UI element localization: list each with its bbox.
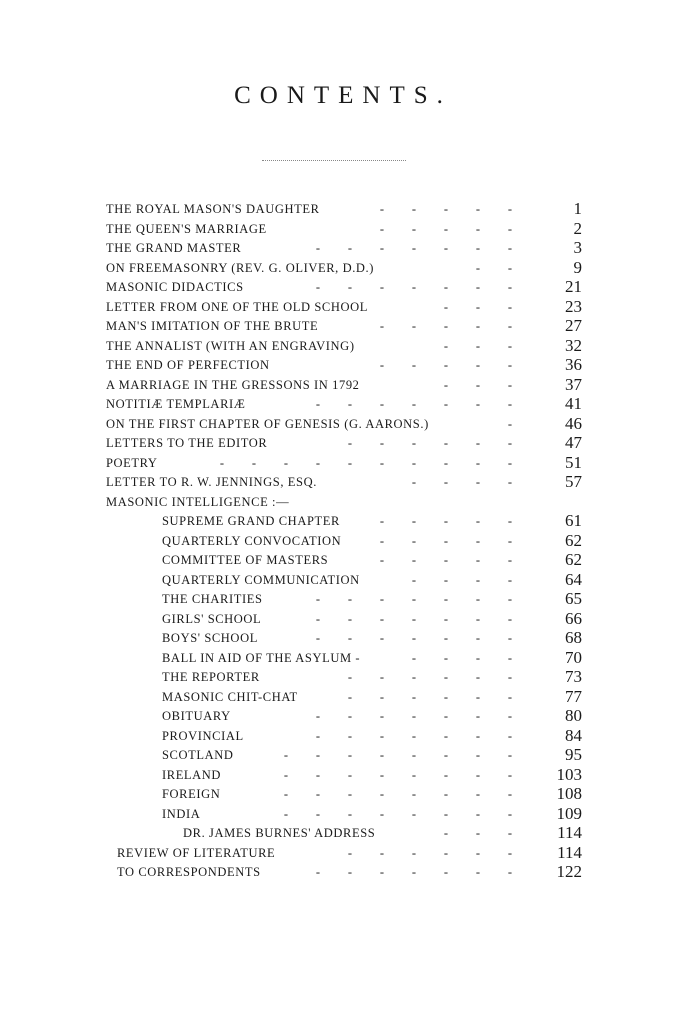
toc-leader: - - - - - - xyxy=(347,845,513,860)
toc-entry xyxy=(0,805,686,825)
toc-entry xyxy=(0,337,686,357)
toc-entry-title: GIRLS' SCHOOL xyxy=(162,611,262,626)
toc-leader: - - - xyxy=(443,299,513,314)
toc-entry-title: LETTERS TO THE EDITOR xyxy=(106,436,268,450)
toc-leader: - - - - - xyxy=(379,202,513,216)
toc-leader: - - - - - - - xyxy=(315,592,513,606)
toc-entry-page: 66 xyxy=(565,608,582,628)
toc-leader: - - - - - xyxy=(379,553,513,567)
toc-entry-title: LETTER FROM ONE OF THE OLD SCHOOL xyxy=(106,299,368,314)
toc-leader: - - - - - xyxy=(379,514,513,528)
toc-entry xyxy=(0,746,686,766)
toc-leader: - - - - - - - xyxy=(315,865,513,879)
toc-entry-page: 47 xyxy=(565,433,582,452)
toc-leader: - - - - - - xyxy=(347,689,513,704)
toc-entry xyxy=(0,356,686,376)
toc-leader: - - - - - - - xyxy=(315,611,513,626)
toc-entry xyxy=(0,707,686,727)
toc-entry-title: TO CORRESPONDENTS xyxy=(117,865,261,879)
toc-entry xyxy=(0,278,686,298)
toc-entry xyxy=(0,454,686,474)
toc-leader: - - - - - - - - - - xyxy=(219,455,513,470)
toc-entry-page: 9 xyxy=(573,257,582,277)
toc-entry-page: 73 xyxy=(565,667,582,686)
toc-leader: - - - - - xyxy=(379,221,513,236)
toc-entry xyxy=(0,610,686,630)
toc-entry-page: 65 xyxy=(565,589,582,608)
toc-entry-title: QUARTERLY COMMUNICATION xyxy=(162,572,360,587)
toc-entry xyxy=(0,571,686,591)
toc-entry-page: 122 xyxy=(556,862,582,881)
toc-entry-title: ON THE FIRST CHAPTER OF GENESIS (G. AARONS.) xyxy=(106,416,429,431)
toc-leader: - - - xyxy=(443,377,513,392)
toc-entry-title: COMMITTEE OF MASTERS xyxy=(162,553,329,567)
toc-entry-page: 32 xyxy=(565,335,582,355)
toc-leader: - - - - - - - xyxy=(315,728,513,743)
toc-entry xyxy=(0,220,686,240)
toc-entry-page: 114 xyxy=(557,823,582,842)
toc-entry xyxy=(0,766,686,786)
toc-entry-title: THE GRAND MASTER xyxy=(106,241,242,255)
toc-leader: - - - - - - - xyxy=(315,709,513,723)
toc-leader: - - - - - - - xyxy=(315,280,513,294)
toc-entry-title: THE QUEEN'S MARRIAGE xyxy=(106,221,267,236)
toc-entry-title: NOTITIÆ TEMPLARIÆ xyxy=(106,397,246,411)
toc-entry xyxy=(0,863,686,883)
toc-entry-title: THE REPORTER xyxy=(162,670,260,684)
toc-entry-page: 3 xyxy=(573,238,582,257)
toc-entry-page: 1 xyxy=(573,199,582,218)
toc-entry-page: 57 xyxy=(565,472,582,491)
toc-entry-title: DR. JAMES BURNES' ADDRESS xyxy=(183,826,376,840)
toc-entry xyxy=(0,668,686,688)
toc-entry-page: 46 xyxy=(565,413,582,433)
toc-entry-title: MASONIC DIDACTICS xyxy=(106,280,244,294)
toc-entry xyxy=(0,824,686,844)
toc-entry xyxy=(0,434,686,454)
toc-entry-page: 62 xyxy=(565,530,582,550)
toc-entry-title: THE END OF PERFECTION xyxy=(106,358,270,372)
toc-entry-title: PROVINCIAL xyxy=(162,728,244,743)
toc-leader: - - xyxy=(475,260,513,275)
toc-leader: - - - - xyxy=(411,650,513,665)
toc-leader: - - - - xyxy=(411,475,513,489)
toc-entry-page: 51 xyxy=(565,452,582,472)
toc-entry-page: 103 xyxy=(556,764,582,784)
toc-entry xyxy=(0,259,686,279)
toc-entry-title: MAN'S IMITATION OF THE BRUTE xyxy=(106,319,319,333)
toc-entry xyxy=(0,298,686,318)
toc-entry-page: 64 xyxy=(565,569,582,589)
toc-entry-title: ON FREEMASONRY (REV. G. OLIVER, D.D.) xyxy=(106,260,375,275)
toc-leader: - - - - - - - xyxy=(315,241,513,255)
toc-entry xyxy=(0,395,686,415)
toc-entry-title: THE ROYAL MASON'S DAUGHTER xyxy=(106,202,320,216)
toc-entry-page: 62 xyxy=(565,550,582,569)
toc-entry xyxy=(0,629,686,649)
toc-entry-page: 80 xyxy=(565,706,582,725)
toc-entry xyxy=(0,532,686,552)
toc-leader: - - - - - - - - xyxy=(283,787,513,801)
toc-entry-page: 61 xyxy=(565,511,582,530)
toc-entry xyxy=(0,415,686,435)
toc-leader: - - - - - - - - xyxy=(283,806,513,821)
title-divider xyxy=(262,160,406,161)
toc-leader: - - - xyxy=(443,338,513,353)
toc-entry-page: 70 xyxy=(565,647,582,667)
toc-entry-title: POETRY xyxy=(106,455,158,470)
toc-entry-title: REVIEW OF LITERATURE xyxy=(117,845,276,860)
toc-entry xyxy=(0,551,686,571)
toc-entry-page: 21 xyxy=(565,277,582,296)
toc-entry xyxy=(0,590,686,610)
toc-entry-title: MASONIC CHIT-CHAT xyxy=(162,689,298,704)
toc-entry-page: 27 xyxy=(565,316,582,335)
toc-entry-title: MASONIC INTELLIGENCE :— xyxy=(106,494,290,509)
toc-entry xyxy=(0,727,686,747)
toc-entry xyxy=(0,376,686,396)
toc-entry-title: BALL IN AID OF THE ASYLUM - xyxy=(162,650,361,665)
toc-leader: - - - - xyxy=(411,572,513,587)
toc-entry-title: SCOTLAND xyxy=(162,748,234,762)
toc-entry xyxy=(0,200,686,220)
toc-entry-page: 95 xyxy=(565,745,582,764)
toc-entry xyxy=(0,473,686,493)
toc-entry-page: 109 xyxy=(556,803,582,823)
toc-entry xyxy=(0,688,686,708)
toc-entry-title: OBITUARY xyxy=(162,709,231,723)
toc-entry-title: THE ANNALIST (WITH AN ENGRAVING) xyxy=(106,338,355,353)
toc-entry xyxy=(0,785,686,805)
page-title: CONTENTS. xyxy=(234,82,452,109)
toc-entry-page: 37 xyxy=(565,374,582,394)
toc-leader: - xyxy=(507,416,513,431)
toc-entry xyxy=(0,844,686,864)
toc-leader: - - - xyxy=(443,826,513,840)
toc-leader: - - - - - - - xyxy=(315,397,513,411)
toc-entry-page: 36 xyxy=(565,355,582,374)
toc-entry-page: 114 xyxy=(557,842,582,862)
toc-entry xyxy=(0,512,686,532)
toc-leader: - - - - - - - - xyxy=(283,748,513,762)
toc-leader: - - - - - - xyxy=(347,670,513,684)
toc-entry-title: IRELAND xyxy=(162,767,222,782)
toc-leader: - - - - - - - - xyxy=(283,767,513,782)
toc-entry-title: FOREIGN xyxy=(162,787,221,801)
toc-leader: - - - - - xyxy=(379,533,513,548)
toc-entry-title: A MARRIAGE IN THE GRESSONS IN 1792 xyxy=(106,377,360,392)
toc-entry xyxy=(0,493,686,513)
toc-entry-title: THE CHARITIES xyxy=(162,592,263,606)
toc-entry-title: QUARTERLY CONVOCATION xyxy=(162,533,342,548)
toc-entry-title: BOYS' SCHOOL xyxy=(162,631,258,645)
toc-entry-page: 23 xyxy=(565,296,582,316)
toc-leader: - - - - - xyxy=(379,319,513,333)
toc-entry-page: 77 xyxy=(565,686,582,706)
toc-entry-page: 41 xyxy=(565,394,582,413)
toc-entry xyxy=(0,649,686,669)
toc-leader: - - - - - - xyxy=(347,436,513,450)
toc-entry-title: LETTER TO R. W. JENNINGS, ESQ. xyxy=(106,475,317,489)
toc-entry-page: 108 xyxy=(556,784,582,803)
toc-entry-page: 2 xyxy=(573,218,582,238)
table-of-contents xyxy=(0,200,686,883)
toc-entry xyxy=(0,239,686,259)
toc-entry xyxy=(0,317,686,337)
toc-entry-title: SUPREME GRAND CHAPTER xyxy=(162,514,340,528)
toc-entry-page: 68 xyxy=(565,628,582,647)
toc-entry-title: INDIA xyxy=(162,806,201,821)
toc-entry-page: 84 xyxy=(565,725,582,745)
toc-leader: - - - - - xyxy=(379,358,513,372)
toc-leader: - - - - - - - xyxy=(315,631,513,645)
